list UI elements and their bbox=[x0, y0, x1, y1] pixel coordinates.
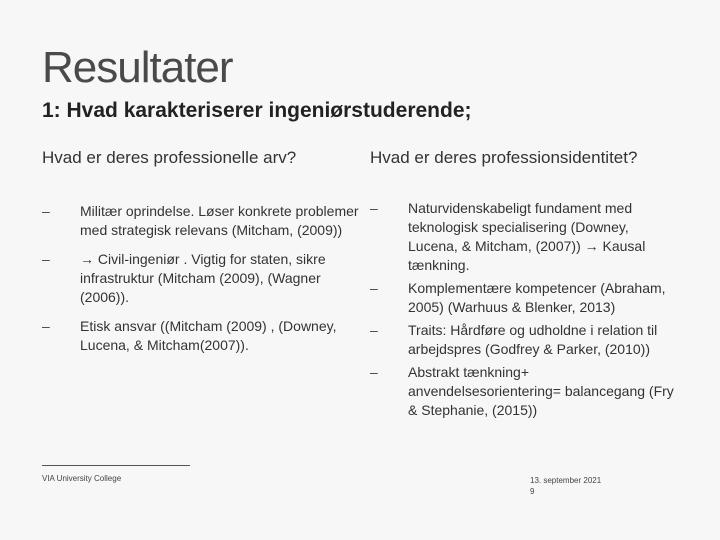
bullet-dash-icon: – bbox=[42, 318, 50, 334]
bullet-text: → Civil-ingeniør . Vigtig for staten, sikre infrastruktur (Mitcham (2009), (Wagner (2006)). bbox=[80, 251, 326, 305]
list-item bbox=[42, 317, 362, 355]
bullet-dash-icon: – bbox=[370, 200, 378, 216]
bullet-text: Militær oprindelse. Løser konkrete problemer med strategisk relevans (Mitcham, (2009)) bbox=[80, 203, 359, 238]
page-number: 9 bbox=[530, 487, 535, 496]
footer-divider bbox=[42, 465, 190, 466]
bullet-dash-icon: – bbox=[42, 203, 50, 219]
bullet-text: Abstrakt tænkning+ anvendelsesorientering= balancegang (Fry & Stephanie, (2015)) bbox=[408, 364, 674, 418]
bullet-dash-icon: – bbox=[370, 280, 378, 296]
bullet-text: Naturvidenskabeligt fundament med teknologisk specialisering (Downey, Lucena, & Mitcham, (2007)) → Kausal tænkning. bbox=[408, 200, 646, 273]
bullet-text: Etisk ansvar ((Mitcham (2009) , (Downey, Lucena, & Mitcham(2007)). bbox=[80, 318, 337, 353]
footer-date: 13. september 2021 bbox=[530, 476, 602, 485]
slide-subtitle: 1: Hvad karakteriserer ingeniørstuderende; bbox=[42, 99, 472, 122]
list-item bbox=[370, 321, 682, 359]
bullet-text: Traits: Hårdføre og udholdne i relation til arbejdspres (Godfrey & Parker, (2010)) bbox=[408, 322, 658, 357]
slide-title: Resultater bbox=[42, 43, 233, 92]
list-item bbox=[42, 250, 362, 307]
left-bullet-list bbox=[42, 202, 362, 365]
bullet-text: Komplementære kompetencer (Abraham, 2005) (Warhuus & Blenker, 2013) bbox=[408, 280, 666, 315]
list-item bbox=[370, 279, 682, 317]
list-item bbox=[370, 363, 682, 420]
list-item bbox=[370, 199, 682, 275]
right-bullet-list bbox=[370, 199, 682, 424]
list-item bbox=[42, 202, 362, 240]
bullet-dash-icon: – bbox=[370, 322, 378, 338]
right-column-heading: Hvad er deres professionsidentitet? bbox=[370, 148, 638, 167]
bullet-dash-icon: – bbox=[42, 251, 50, 267]
footer-organization: VIA University College bbox=[42, 474, 122, 483]
left-column-heading: Hvad er deres professionelle arv? bbox=[42, 148, 297, 167]
bullet-dash-icon: – bbox=[370, 364, 378, 380]
